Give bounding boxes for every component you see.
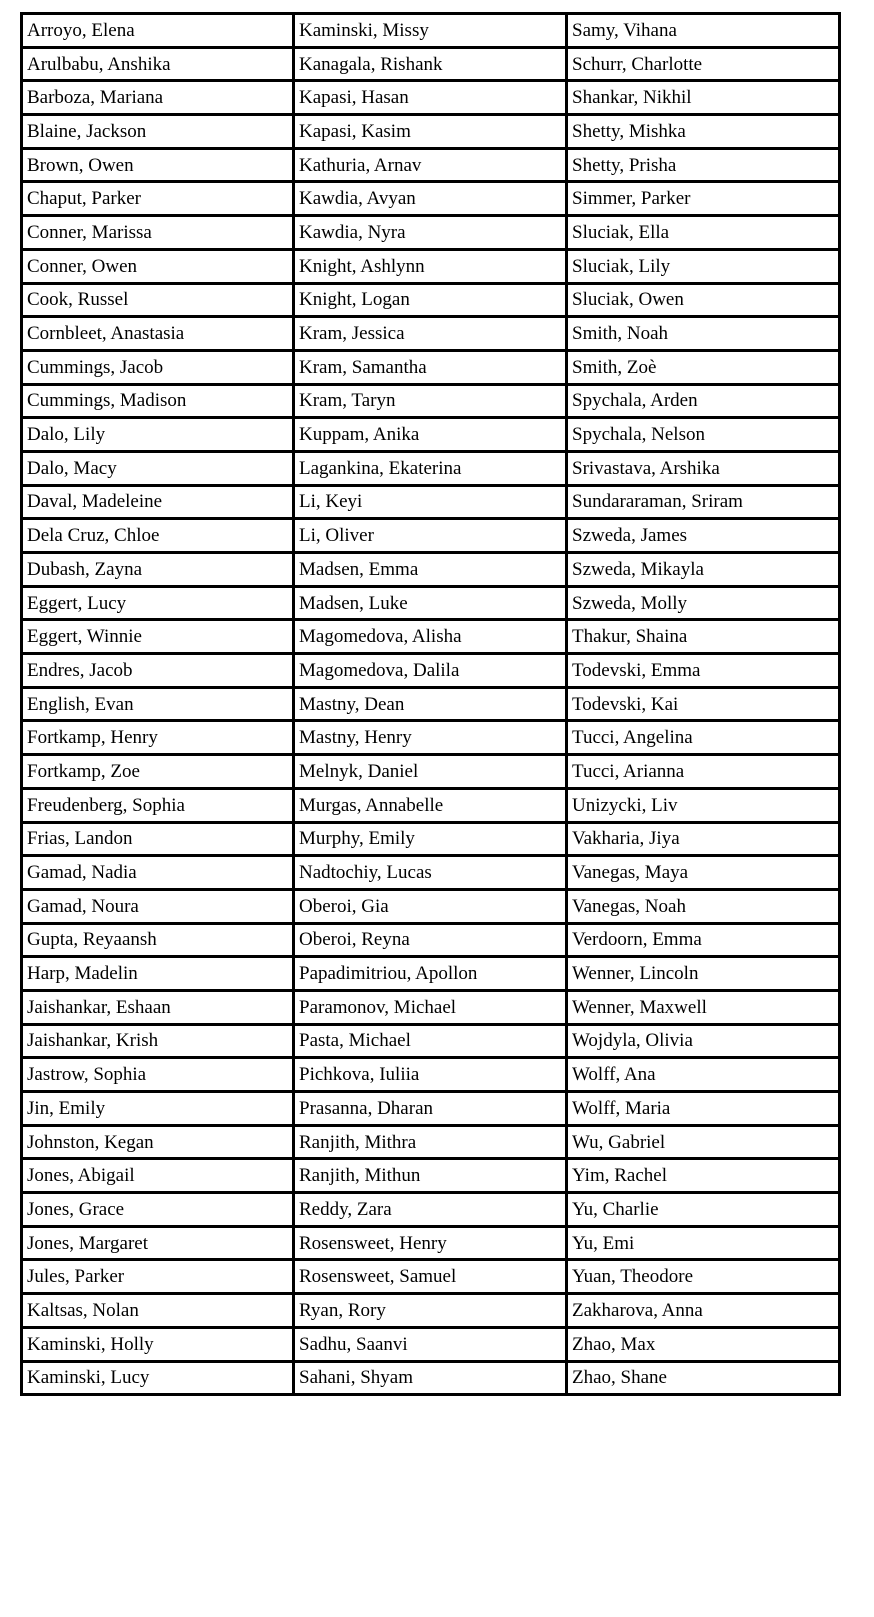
name-cell: Sadhu, Saanvi [294,1327,567,1361]
name-cell: Tucci, Angelina [567,721,840,755]
table-row [22,721,840,755]
name-cell: Todevski, Kai [567,687,840,721]
name-cell: Ryan, Rory [294,1294,567,1328]
name-cell: Szweda, Mikayla [567,553,840,587]
name-cell: Jones, Grace [22,1193,294,1227]
name-cell: Oberoi, Reyna [294,923,567,957]
table-row [22,654,840,688]
name-cell: Thakur, Shaina [567,620,840,654]
name-cell: Yu, Charlie [567,1193,840,1227]
table-row [22,1193,840,1227]
name-cell: Knight, Logan [294,283,567,317]
table-row [22,519,840,553]
name-cell: Kaminski, Holly [22,1327,294,1361]
name-cell: Magomedova, Dalila [294,654,567,688]
name-cell: Lagankina, Ekaterina [294,451,567,485]
name-cell: Barboza, Mariana [22,81,294,115]
name-cell: Wolff, Maria [567,1092,840,1126]
name-cell: Srivastava, Arshika [567,451,840,485]
table-row [22,586,840,620]
name-cell: Kram, Taryn [294,384,567,418]
name-cell: Jules, Parker [22,1260,294,1294]
table-row [22,148,840,182]
name-cell: Fortkamp, Zoe [22,755,294,789]
table-row [22,755,840,789]
name-cell: Sluciak, Ella [567,216,840,250]
name-cell: Reddy, Zara [294,1193,567,1227]
table-row [22,317,840,351]
name-cell: Murphy, Emily [294,822,567,856]
name-cell: Cummings, Madison [22,384,294,418]
name-cell: Unizycki, Liv [567,788,840,822]
name-roster-table [20,12,841,1396]
name-cell: Li, Oliver [294,519,567,553]
table-row [22,553,840,587]
name-cell: Vanegas, Noah [567,889,840,923]
table-row [22,889,840,923]
name-cell: Cook, Russel [22,283,294,317]
name-cell: Kawdia, Nyra [294,216,567,250]
name-cell: Jastrow, Sophia [22,1058,294,1092]
name-cell: Gamad, Nadia [22,856,294,890]
name-cell: Zhao, Max [567,1327,840,1361]
name-cell: Dalo, Lily [22,418,294,452]
table-row [22,485,840,519]
name-cell: Zhao, Shane [567,1361,840,1395]
name-cell: Shetty, Prisha [567,148,840,182]
table-row [22,687,840,721]
name-cell: Eggert, Lucy [22,586,294,620]
table-row [22,384,840,418]
name-cell: Frias, Landon [22,822,294,856]
table-row [22,1024,840,1058]
name-cell: Ranjith, Mithra [294,1125,567,1159]
name-cell: Tucci, Arianna [567,755,840,789]
name-cell: Dela Cruz, Chloe [22,519,294,553]
name-cell: Madsen, Luke [294,586,567,620]
table-row [22,283,840,317]
name-cell: Pasta, Michael [294,1024,567,1058]
name-cell: Kaminski, Missy [294,14,567,48]
name-cell: Murgas, Annabelle [294,788,567,822]
name-cell: Spychala, Nelson [567,418,840,452]
name-cell: Kram, Samantha [294,350,567,384]
name-cell: Melnyk, Daniel [294,755,567,789]
name-cell: Sahani, Shyam [294,1361,567,1395]
table-row [22,923,840,957]
name-cell: Brown, Owen [22,148,294,182]
name-cell: Oberoi, Gia [294,889,567,923]
name-cell: Verdoorn, Emma [567,923,840,957]
table-row [22,47,840,81]
name-cell: Wu, Gabriel [567,1125,840,1159]
name-cell: Kram, Jessica [294,317,567,351]
name-cell: Zakharova, Anna [567,1294,840,1328]
table-row [22,1260,840,1294]
name-cell: Arulbabu, Anshika [22,47,294,81]
name-cell: Harp, Madelin [22,957,294,991]
table-row [22,1294,840,1328]
name-cell: Endres, Jacob [22,654,294,688]
name-cell: Jaishankar, Krish [22,1024,294,1058]
name-cell: Jin, Emily [22,1092,294,1126]
table-row [22,1058,840,1092]
name-cell: Arroyo, Elena [22,14,294,48]
name-cell: Vakharia, Jiya [567,822,840,856]
name-cell: Samy, Vihana [567,14,840,48]
name-cell: Freudenberg, Sophia [22,788,294,822]
name-cell: Sundararaman, Sriram [567,485,840,519]
table-row [22,1125,840,1159]
name-cell: Yu, Emi [567,1226,840,1260]
name-cell: Blaine, Jackson [22,115,294,149]
table-row [22,182,840,216]
name-cell: Dalo, Macy [22,451,294,485]
table-row [22,990,840,1024]
name-cell: Rosensweet, Samuel [294,1260,567,1294]
name-cell: Magomedova, Alisha [294,620,567,654]
name-cell: Madsen, Emma [294,553,567,587]
name-cell: Fortkamp, Henry [22,721,294,755]
name-cell: Cummings, Jacob [22,350,294,384]
name-cell: Vanegas, Maya [567,856,840,890]
name-cell: Kapasi, Hasan [294,81,567,115]
name-cell: Shetty, Mishka [567,115,840,149]
name-cell: Pichkova, Iuliia [294,1058,567,1092]
name-cell: Dubash, Zayna [22,553,294,587]
table-row [22,115,840,149]
name-cell: Nadtochiy, Lucas [294,856,567,890]
name-cell: Prasanna, Dharan [294,1092,567,1126]
table-row [22,1361,840,1395]
name-cell: Spychala, Arden [567,384,840,418]
name-cell: Kathuria, Arnav [294,148,567,182]
name-cell: Gamad, Noura [22,889,294,923]
name-cell: Smith, Noah [567,317,840,351]
name-cell: Kanagala, Rishank [294,47,567,81]
table-row [22,418,840,452]
table-row [22,216,840,250]
table-row [22,620,840,654]
table-row [22,249,840,283]
name-cell: Jones, Margaret [22,1226,294,1260]
table-row [22,81,840,115]
table-row [22,957,840,991]
name-cell: Schurr, Charlotte [567,47,840,81]
name-cell: Conner, Marissa [22,216,294,250]
roster-table-body [22,14,840,1395]
name-cell: Jaishankar, Eshaan [22,990,294,1024]
name-cell: Jones, Abigail [22,1159,294,1193]
table-row [22,856,840,890]
table-row [22,1226,840,1260]
name-cell: Wolff, Ana [567,1058,840,1092]
name-cell: Wenner, Maxwell [567,990,840,1024]
name-cell: Simmer, Parker [567,182,840,216]
name-cell: Kaminski, Lucy [22,1361,294,1395]
table-row [22,788,840,822]
name-cell: Shankar, Nikhil [567,81,840,115]
table-row [22,822,840,856]
name-cell: Daval, Madeleine [22,485,294,519]
name-cell: Smith, Zoè [567,350,840,384]
name-cell: Papadimitriou, Apollon [294,957,567,991]
name-cell: Kuppam, Anika [294,418,567,452]
name-cell: Szweda, James [567,519,840,553]
name-cell: Knight, Ashlynn [294,249,567,283]
table-row [22,1159,840,1193]
name-cell: Kawdia, Avyan [294,182,567,216]
table-row [22,1327,840,1361]
name-cell: Sluciak, Owen [567,283,840,317]
name-cell: Paramonov, Michael [294,990,567,1024]
name-cell: Wojdyla, Olivia [567,1024,840,1058]
name-cell: Kapasi, Kasim [294,115,567,149]
name-cell: Rosensweet, Henry [294,1226,567,1260]
name-cell: Todevski, Emma [567,654,840,688]
table-row [22,14,840,48]
name-cell: Sluciak, Lily [567,249,840,283]
table-row [22,451,840,485]
name-cell: Kaltsas, Nolan [22,1294,294,1328]
name-cell: Gupta, Reyaansh [22,923,294,957]
name-cell: Li, Keyi [294,485,567,519]
table-row [22,1092,840,1126]
name-cell: Szweda, Molly [567,586,840,620]
name-cell: Eggert, Winnie [22,620,294,654]
name-cell: Cornbleet, Anastasia [22,317,294,351]
name-cell: Johnston, Kegan [22,1125,294,1159]
name-cell: Mastny, Dean [294,687,567,721]
table-row [22,350,840,384]
name-cell: Yim, Rachel [567,1159,840,1193]
name-cell: Wenner, Lincoln [567,957,840,991]
name-cell: Yuan, Theodore [567,1260,840,1294]
name-cell: Conner, Owen [22,249,294,283]
name-cell: Chaput, Parker [22,182,294,216]
name-cell: Mastny, Henry [294,721,567,755]
name-cell: English, Evan [22,687,294,721]
name-cell: Ranjith, Mithun [294,1159,567,1193]
